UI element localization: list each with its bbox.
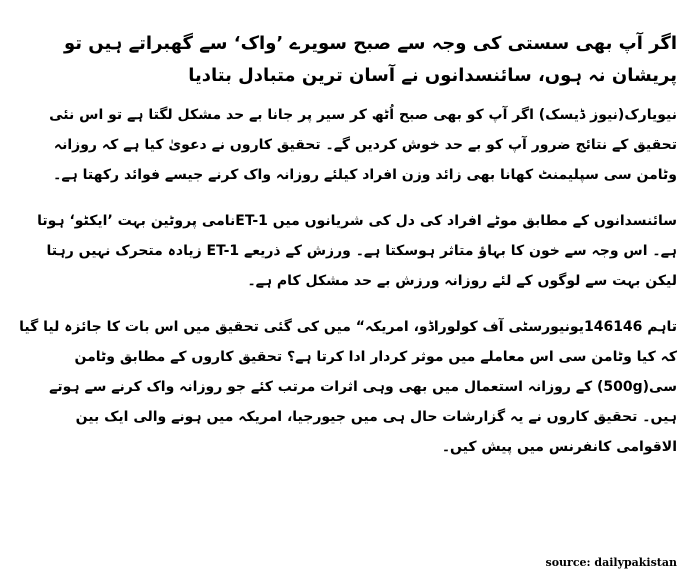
article-paragraph-1: نیویارک(نیوز ڈیسک) اگر آپ کو بھی صبح اُٹھ کر سیر پر جانا بے حد مشکل لگتا ہے تو اس نئی تحقیق کے نتائج ضرور آپ کو بے حد خوش کردیں گے۔ تحقیق کاروں نے دعویٰ کیا ہے کہ روزانہ وٹامن سی سپلیمنٹ کھانا بھی زائد وزن افراد کیلئے روزانہ واک کرنے جیسے فوائد رکھتا ہے۔	[49, 107, 677, 183]
article-headline: اگر آپ بھی سستی کی وجہ سے صبح سویرے ’واک‘ سے گھبراتے ہیں تو پریشان نہ ہوں، سائنسدانوں نے آسان ترین متبادل بتادیا	[63, 33, 677, 86]
article-paragraph-2: سائنسدانوں کے مطابق موٹے افراد کی دل کی شریانوں میں ET-1نامی پروٹین بہت ’ایکٹو‘ ہوتا ہے۔ اس وجہ سے خون کا بہاؤ متاثر ہوسکتا ہے۔ ورزش کے ذریعے ET-1 زیادہ متحرک نہیں رہتا لیکن بہت سے لوگوں کے لئے روزانہ ورزش بے حد مشکل کام ہے۔	[37, 213, 677, 289]
article-paragraph-3: تاہم 146146یونیورسٹی آف کولوراڈو، امریکہ“ میں کی گئی تحقیق میں اس بات کا جائزہ لیا گیا کہ کیا وٹامن سی اس معاملے میں موثر کردار ادا کرتا ہے؟ تحقیق کاروں کے مطابق وٹامن سی(500g) کے روزانہ استعمال میں بھی وہی اثرات مرتب کئے جو روزانہ واک کرنے سے ہوتے ہیں۔ تحقیق کاروں نے یہ گزارشات حال ہی میں جیورجیا، امریکہ میں ہونے والی ایک بین الاقوامی کانفرنس میں پیش کیں۔	[19, 319, 677, 455]
source-credit: source: dailypakistan	[545, 556, 677, 569]
